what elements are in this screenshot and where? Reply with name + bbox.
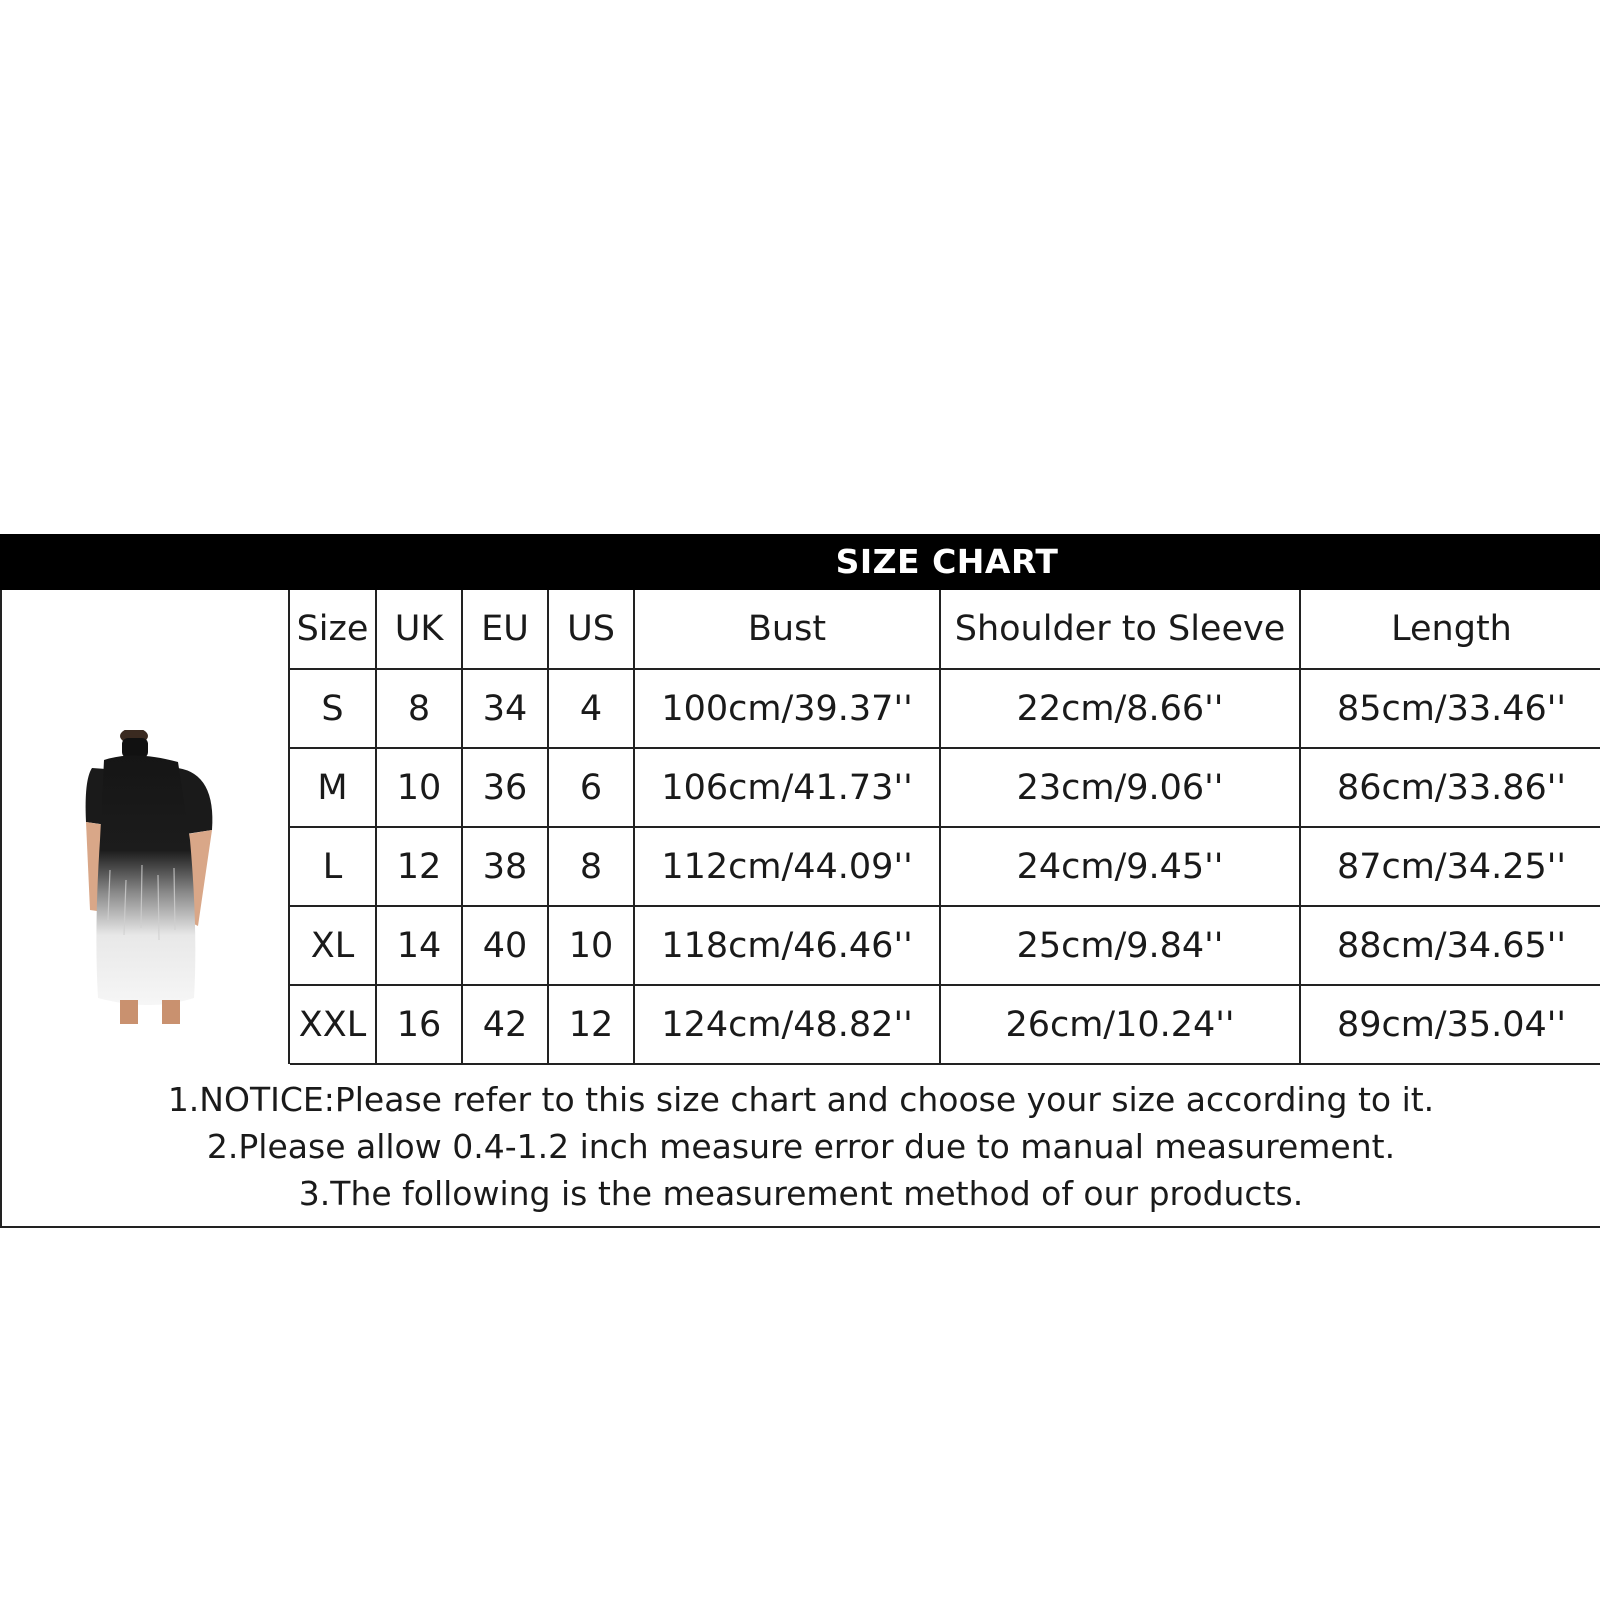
shoulder-cell: 25cm/9.84'' bbox=[940, 906, 1300, 985]
eu-cell: 34 bbox=[462, 669, 548, 748]
chart-title: SIZE CHART bbox=[835, 542, 1059, 581]
dress-model-image bbox=[74, 730, 224, 1025]
table-row bbox=[290, 827, 1600, 906]
uk-cell: 8 bbox=[376, 669, 462, 748]
uk-cell: 14 bbox=[376, 906, 462, 985]
size-cell: XL bbox=[290, 906, 376, 985]
eu-cell: 40 bbox=[462, 906, 548, 985]
notes-section bbox=[0, 1064, 1600, 1228]
us-cell: 6 bbox=[548, 748, 634, 827]
header-eu: EU bbox=[462, 590, 548, 669]
table-row bbox=[290, 748, 1600, 827]
note-line: 1.NOTICE:Please refer to this size chart and choose your size according to it. bbox=[167, 1080, 1435, 1119]
us-cell: 10 bbox=[548, 906, 634, 985]
length-cell: 86cm/33.86'' bbox=[1300, 748, 1600, 827]
bust-cell: 118cm/46.46'' bbox=[634, 906, 940, 985]
size-cell: S bbox=[290, 669, 376, 748]
header-size: Size bbox=[290, 590, 376, 669]
shoulder-cell: 24cm/9.45'' bbox=[940, 827, 1300, 906]
length-cell: 85cm/33.46'' bbox=[1300, 669, 1600, 748]
bust-cell: 106cm/41.73'' bbox=[634, 748, 940, 827]
header-uk: UK bbox=[376, 590, 462, 669]
length-cell: 88cm/34.65'' bbox=[1300, 906, 1600, 985]
chart-body bbox=[0, 590, 1600, 1064]
bust-cell: 112cm/44.09'' bbox=[634, 827, 940, 906]
us-cell: 12 bbox=[548, 985, 634, 1064]
table-row bbox=[290, 906, 1600, 985]
eu-cell: 38 bbox=[462, 827, 548, 906]
size-cell: XXL bbox=[290, 985, 376, 1064]
shoulder-cell: 26cm/10.24'' bbox=[940, 985, 1300, 1064]
uk-cell: 12 bbox=[376, 827, 462, 906]
header-shoulder-to-sleeve: Shoulder to Sleeve bbox=[940, 590, 1300, 669]
note-line: 2.Please allow 0.4-1.2 inch measure error due to manual measurement. bbox=[206, 1127, 1396, 1166]
table-row bbox=[290, 985, 1600, 1064]
eu-cell: 36 bbox=[462, 748, 548, 827]
length-cell: 87cm/34.25'' bbox=[1300, 827, 1600, 906]
uk-cell: 16 bbox=[376, 985, 462, 1064]
uk-cell: 10 bbox=[376, 748, 462, 827]
table-row bbox=[290, 669, 1600, 748]
size-cell: M bbox=[290, 748, 376, 827]
header-us: US bbox=[548, 590, 634, 669]
size-table bbox=[290, 590, 1600, 1065]
table-header-row bbox=[290, 590, 1600, 669]
note-line: 3.The following is the measurement method of our products. bbox=[298, 1174, 1304, 1213]
title-bar bbox=[0, 534, 1600, 590]
header-bust: Bust bbox=[634, 590, 940, 669]
shoulder-cell: 22cm/8.66'' bbox=[940, 669, 1300, 748]
product-image-cell bbox=[2, 590, 290, 1064]
us-cell: 8 bbox=[548, 827, 634, 906]
length-cell: 89cm/35.04'' bbox=[1300, 985, 1600, 1064]
eu-cell: 42 bbox=[462, 985, 548, 1064]
shoulder-cell: 23cm/9.06'' bbox=[940, 748, 1300, 827]
size-cell: L bbox=[290, 827, 376, 906]
bust-cell: 124cm/48.82'' bbox=[634, 985, 940, 1064]
size-chart bbox=[0, 534, 1600, 1228]
header-length: Length bbox=[1300, 590, 1600, 669]
bust-cell: 100cm/39.37'' bbox=[634, 669, 940, 748]
us-cell: 4 bbox=[548, 669, 634, 748]
